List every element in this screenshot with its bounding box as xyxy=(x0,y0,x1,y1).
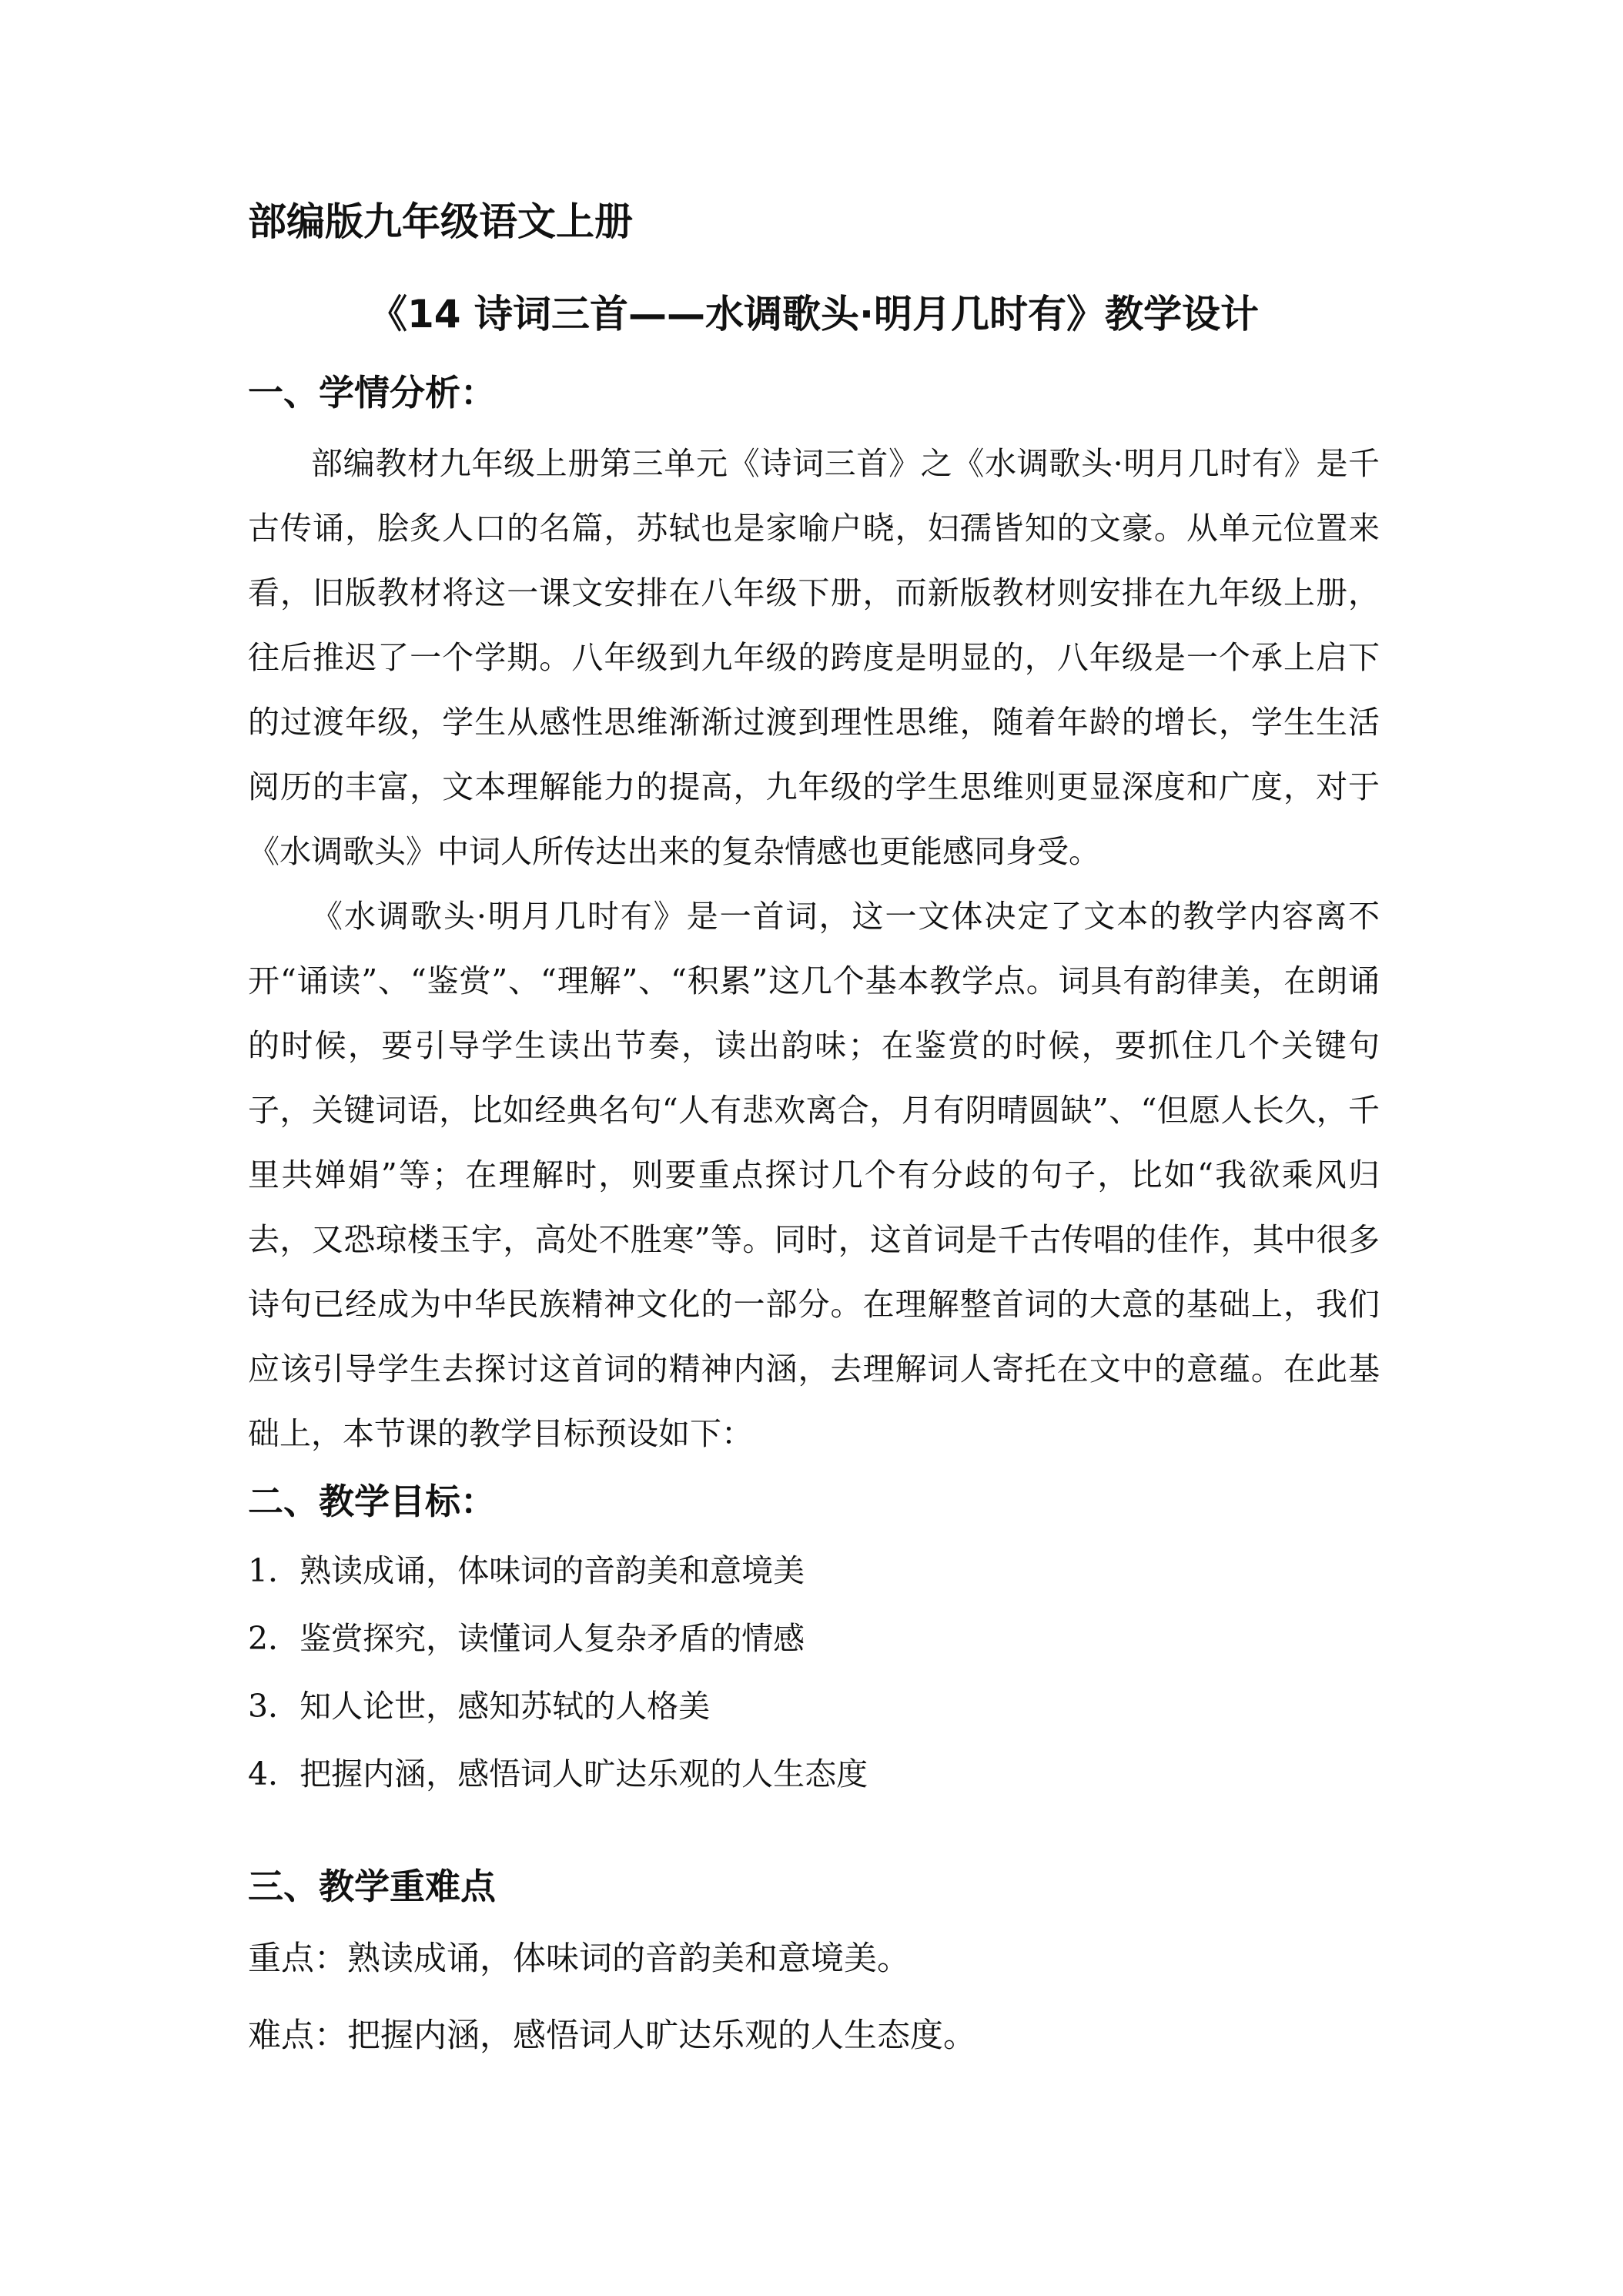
document-page xyxy=(248,191,1380,2071)
analysis-paragraph-2: 《水调歌头·明月几时有》是一首词，这一文体决定了文本的教学内容离不开“诵读”、“鉴赏”、“理解”、“积累”这几个基本教学点。词具有韵律美，在朗诵的时候，要引导学生读出节奏，读出韵味；在鉴赏的时候，要抓住几个关键句子，关键词语，比如经典名句“人有悲欢离合，月有阴晴圆缺”、“但愿人长久，千里共婵娟”等；在理解时，则要重点探讨几个有分歧的句子，比如“我欲乘风归去，又恐琼楼玉宇，高处不胜寒”等。同时，这首词是千古传唱的佳作，其中很多诗句已经成为中华民族精神文化的一部分。在理解整首词的大意的基础上，我们应该引导学生去探讨这首词的精神内涵，去理解词人寄托在文中的意蕴。在此基础上，本节课的教学目标预设如下： xyxy=(248,898,1380,1452)
goal-item-4: 4．把握内涵，感悟词人旷达乐观的人生态度 xyxy=(248,1755,868,1792)
section-student-analysis xyxy=(248,362,1380,1466)
section-heading-analysis: 一、学情分析： xyxy=(248,372,496,413)
section-heading-key-points: 三、教学重难点 xyxy=(248,1866,496,1907)
section-heading-goals: 二、教学目标： xyxy=(248,1481,496,1522)
section-teaching-goals xyxy=(248,1471,1380,1808)
key-point-difficulty: 难点：把握内涵，感悟词人旷达乐观的人生态度。 xyxy=(248,2017,976,2055)
section-key-points xyxy=(248,1856,1380,2071)
goal-item-2: 2．鉴赏探究，读懂词人复杂矛盾的情感 xyxy=(248,1620,805,1657)
goal-item-1: 1．熟读成诵，体味词的音韵美和意境美 xyxy=(248,1552,805,1589)
key-point-focus: 重点：熟读成诵，体味词的音韵美和意境美。 xyxy=(248,1940,910,1978)
goal-list xyxy=(248,1537,1380,1808)
document-subtitle: 《14 诗词三首——水调歌头·明月几时有》教学设计 xyxy=(369,292,1259,336)
goal-item-3: 3．知人论世，感知苏轼的人格美 xyxy=(248,1688,711,1725)
document-title: 部编版九年级语文上册 xyxy=(248,199,633,244)
analysis-paragraph-1: 部编教材九年级上册第三单元《诗词三首》之《水调歌头·明月几时有》是千古传诵，脍炙人口的名篇，苏轼也是家喻户晓，妇孺皆知的文豪。从单元位置来看，旧版教材将这一课文安排在八年级下册，而新版教材则安排在九年级上册，往后推迟了一个学期。八年级到九年级的跨度是明显的，八年级是一个承上启下的过渡年级，学生从感性思维渐渐过渡到理性思维，随着年龄的增长，学生生活阅历的丰富，文本理解能力的提高，九年级的学生思维则更显深度和广度，对于《水调歌头》中词人所传达出来的复杂情感也更能感同身受。 xyxy=(248,445,1380,870)
